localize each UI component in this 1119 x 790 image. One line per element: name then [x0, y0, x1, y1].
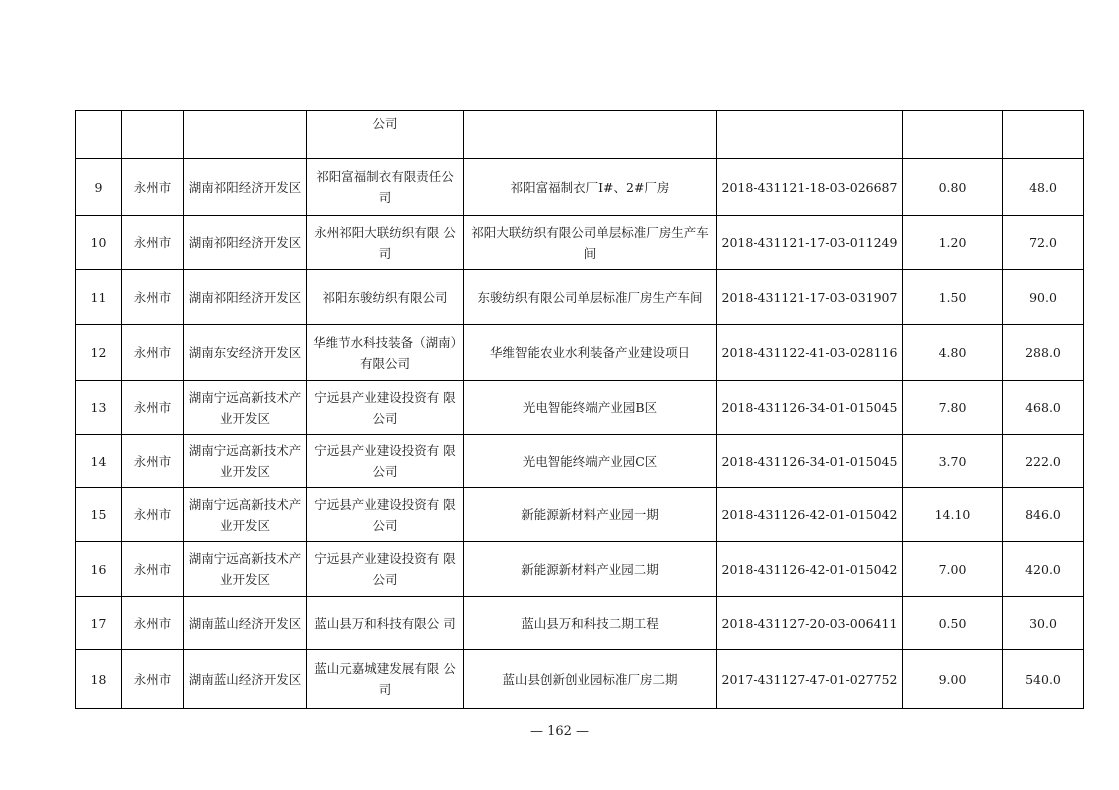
project-table — [75, 110, 1084, 709]
cell-no: 18 — [76, 650, 122, 709]
cell-area: 7.00 — [903, 542, 1003, 597]
cell-city: 永州市 — [122, 650, 184, 709]
cell-code: 2018-431122-41-03-028116 — [717, 325, 903, 381]
cell-code: 2017-431127-47-01-027752 — [717, 650, 903, 709]
cell-no: 17 — [76, 597, 122, 650]
cell-value: 420.0 — [1003, 542, 1084, 597]
cell-code: 2018-431121-17-03-031907 — [717, 270, 903, 325]
cell-zone: 湖南蓝山经济开发区 — [184, 597, 307, 650]
cell-no — [76, 111, 122, 159]
table-row — [76, 435, 1084, 488]
cell-city: 永州市 — [122, 488, 184, 542]
cell-code: 2018-431121-18-03-026687 — [717, 159, 903, 216]
cell-value: 30.0 — [1003, 597, 1084, 650]
cell-enterprise: 蓝山元嘉城建发展有限 公司 — [307, 650, 464, 709]
cell-enterprise: 宁远县产业建设投资有 限公司 — [307, 542, 464, 597]
cell-enterprise: 宁远县产业建设投资有 限公司 — [307, 435, 464, 488]
cell-project: 光电智能终端产业园C区 — [464, 435, 717, 488]
cell-city: 永州市 — [122, 216, 184, 270]
cell-no: 11 — [76, 270, 122, 325]
table-body — [76, 111, 1084, 709]
cell-zone: 湖南祁阳经济开发区 — [184, 159, 307, 216]
cell-project: 祁阳大联纺织有限公司单层标准厂房生产车间 — [464, 216, 717, 270]
cell-no: 9 — [76, 159, 122, 216]
cell-area: 1.20 — [903, 216, 1003, 270]
cell-project: 新能源新材料产业园二期 — [464, 542, 717, 597]
cell-value: 468.0 — [1003, 381, 1084, 435]
cell-city: 永州市 — [122, 542, 184, 597]
cell-zone — [184, 111, 307, 159]
cell-zone: 湖南蓝山经济开发区 — [184, 650, 307, 709]
cell-code: 2018-431126-42-01-015042 — [717, 542, 903, 597]
cell-code: 2018-431126-42-01-015042 — [717, 488, 903, 542]
table-row — [76, 488, 1084, 542]
cell-enterprise: 宁远县产业建设投资有 限公司 — [307, 381, 464, 435]
cell-value: 222.0 — [1003, 435, 1084, 488]
table-row — [76, 159, 1084, 216]
cell-value: 90.0 — [1003, 270, 1084, 325]
cell-project: 蓝山县创新创业园标准厂房二期 — [464, 650, 717, 709]
cell-city — [122, 111, 184, 159]
cell-project: 蓝山县万和科技二期工程 — [464, 597, 717, 650]
cell-project: 光电智能终端产业园B区 — [464, 381, 717, 435]
cell-city: 永州市 — [122, 597, 184, 650]
table-row — [76, 542, 1084, 597]
cell-value: 288.0 — [1003, 325, 1084, 381]
cell-project: 华维智能农业水利装备产业建设项日 — [464, 325, 717, 381]
cell-no: 16 — [76, 542, 122, 597]
cell-project: 东骏纺织有限公司单层标准厂房生产车间 — [464, 270, 717, 325]
cell-zone: 湖南宁远高新技术产业开发区 — [184, 435, 307, 488]
cell-city: 永州市 — [122, 270, 184, 325]
cell-enterprise: 祁阳富福制衣有限责任公司 — [307, 159, 464, 216]
page-number: — 162 — — [529, 724, 590, 739]
cell-no: 15 — [76, 488, 122, 542]
cell-zone: 湖南祁阳经济开发区 — [184, 270, 307, 325]
cell-enterprise: 宁远县产业建设投资有 限公司 — [307, 488, 464, 542]
cell-area — [903, 111, 1003, 159]
cell-enterprise: 永州祁阳大联纺织有限 公司 — [307, 216, 464, 270]
table-row — [76, 216, 1084, 270]
cell-area: 0.80 — [903, 159, 1003, 216]
cell-enterprise: 华维节水科技装备（湖南）有限公司 — [307, 325, 464, 381]
cell-enterprise: 蓝山县万和科技有限公 司 — [307, 597, 464, 650]
cell-area: 7.80 — [903, 381, 1003, 435]
cell-no: 14 — [76, 435, 122, 488]
cell-value: 48.0 — [1003, 159, 1084, 216]
cell-zone: 湖南东安经济开发区 — [184, 325, 307, 381]
table-row — [76, 325, 1084, 381]
cell-zone: 湖南宁远高新技术产业开发区 — [184, 488, 307, 542]
cell-code — [717, 111, 903, 159]
cell-area: 14.10 — [903, 488, 1003, 542]
cell-city: 永州市 — [122, 159, 184, 216]
cell-no: 13 — [76, 381, 122, 435]
cell-value — [1003, 111, 1084, 159]
table-row — [76, 270, 1084, 325]
cell-area: 1.50 — [903, 270, 1003, 325]
table-row — [76, 381, 1084, 435]
cell-code: 2018-431127-20-03-006411 — [717, 597, 903, 650]
cell-city: 永州市 — [122, 325, 184, 381]
cell-zone: 湖南祁阳经济开发区 — [184, 216, 307, 270]
table-row — [76, 650, 1084, 709]
cell-area: 3.70 — [903, 435, 1003, 488]
cell-zone: 湖南宁远高新技术产业开发区 — [184, 381, 307, 435]
cell-value: 540.0 — [1003, 650, 1084, 709]
cell-enterprise: 祁阳东骏纺织有限公司 — [307, 270, 464, 325]
cell-value: 846.0 — [1003, 488, 1084, 542]
cell-area: 9.00 — [903, 650, 1003, 709]
cell-area: 4.80 — [903, 325, 1003, 381]
table-row — [76, 597, 1084, 650]
cell-code: 2018-431121-17-03-011249 — [717, 216, 903, 270]
cell-area: 0.50 — [903, 597, 1003, 650]
cell-city: 永州市 — [122, 381, 184, 435]
cell-project: 新能源新材料产业园一期 — [464, 488, 717, 542]
cell-code: 2018-431126-34-01-015045 — [717, 435, 903, 488]
cell-no: 10 — [76, 216, 122, 270]
cell-value: 72.0 — [1003, 216, 1084, 270]
cell-code: 2018-431126-34-01-015045 — [717, 381, 903, 435]
cell-project — [464, 111, 717, 159]
cell-city: 永州市 — [122, 435, 184, 488]
cell-enterprise: 公司 — [307, 111, 464, 159]
continuation-row — [76, 111, 1084, 159]
cell-zone: 湖南宁远高新技术产业开发区 — [184, 542, 307, 597]
cell-no: 12 — [76, 325, 122, 381]
cell-project: 祁阳富福制衣厂I#、2#厂房 — [464, 159, 717, 216]
